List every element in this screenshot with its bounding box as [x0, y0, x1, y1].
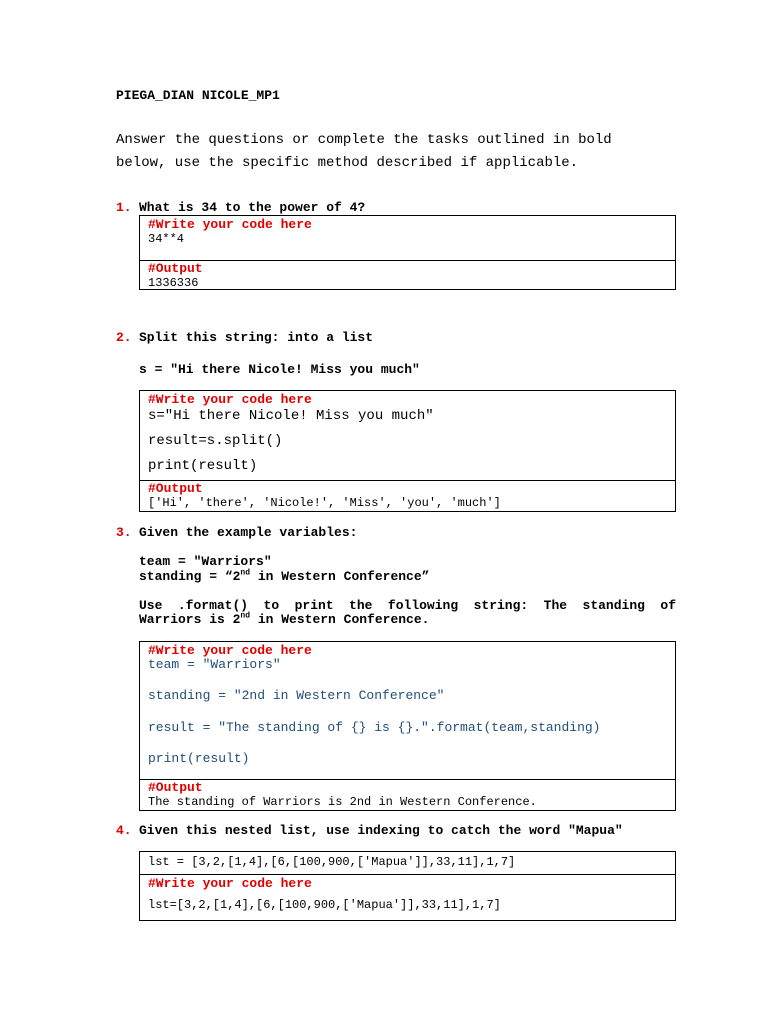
q1-number: 1. [116, 200, 132, 215]
q1-divider [140, 260, 675, 261]
q4-write-label: #Write your code here [148, 876, 312, 891]
q3-code-line-2: standing = "2nd in Western Conference" [148, 688, 445, 703]
document-title: PIEGA_DIAN NICOLE_MP1 [116, 88, 280, 103]
q1-code-box [139, 215, 676, 290]
q4-given-list: lst = [3,2,[1,4],[6,[100,900,['Mapua']],33,11],1,7] [148, 855, 516, 869]
q3-number: 3. [116, 525, 132, 540]
q4-question: Given this nested list, use indexing to catch the word "Mapua" [139, 823, 623, 838]
q3-code-line-1: team = "Warriors" [148, 657, 281, 672]
q2-question: Split this string: into a list [139, 330, 374, 345]
q3-code-box [139, 641, 676, 811]
q3-output: The standing of Warriors is 2nd in Western Conference. [148, 795, 537, 809]
q3-task-line-1: Use .format() to print the following string: The standing of [139, 598, 676, 613]
q4-code-box [139, 851, 676, 921]
q3-code-line-4: print(result) [148, 751, 250, 766]
q2-code-line-2: result=s.split() [148, 433, 283, 449]
q1-question: What is 34 to the power of 4? [139, 200, 366, 215]
q2-number: 2. [116, 330, 132, 345]
q3-write-label: #Write your code here [148, 643, 312, 658]
q2-code-box [139, 390, 676, 512]
q3-var-standing: standing = “2nd in Western Conference” [139, 568, 430, 584]
q1-output: 1336336 [148, 276, 199, 290]
q1-output-label: #Output [148, 261, 203, 276]
q4-divider [140, 874, 675, 875]
q2-write-label: #Write your code here [148, 392, 312, 407]
q2-code-line-1: s="Hi there Nicole! Miss you much" [148, 408, 434, 424]
q2-output-label: #Output [148, 481, 203, 496]
q3-code-line-3: result = "The standing of {} is {}.".format(team,standing) [148, 720, 601, 735]
intro-line-1: Answer the questions or complete the tasks outlined in bold [116, 132, 612, 148]
q1-code: 34**4 [148, 232, 185, 246]
q2-output: ['Hi', 'there', 'Nicole!', 'Miss', 'you', 'much'] [148, 496, 501, 510]
q4-number: 4. [116, 823, 132, 838]
q2-code-line-3: print(result) [148, 458, 258, 474]
q3-output-label: #Output [148, 780, 203, 795]
intro-line-2: below, use the specific method described if applicable. [116, 155, 579, 171]
q3-var-team: team = "Warriors" [139, 554, 272, 569]
q3-task-line-2: Warriors is 2nd in Western Conference. [139, 611, 430, 627]
q3-divider [140, 779, 675, 780]
q2-string: s = "Hi there Nicole! Miss you much" [139, 362, 420, 377]
q3-question: Given the example variables: [139, 525, 358, 540]
q2-divider [140, 480, 675, 481]
q1-write-label: #Write your code here [148, 217, 312, 232]
q4-code-line-1: lst=[3,2,[1,4],[6,[100,900,['Mapua']],33,11],1,7] [148, 898, 501, 912]
